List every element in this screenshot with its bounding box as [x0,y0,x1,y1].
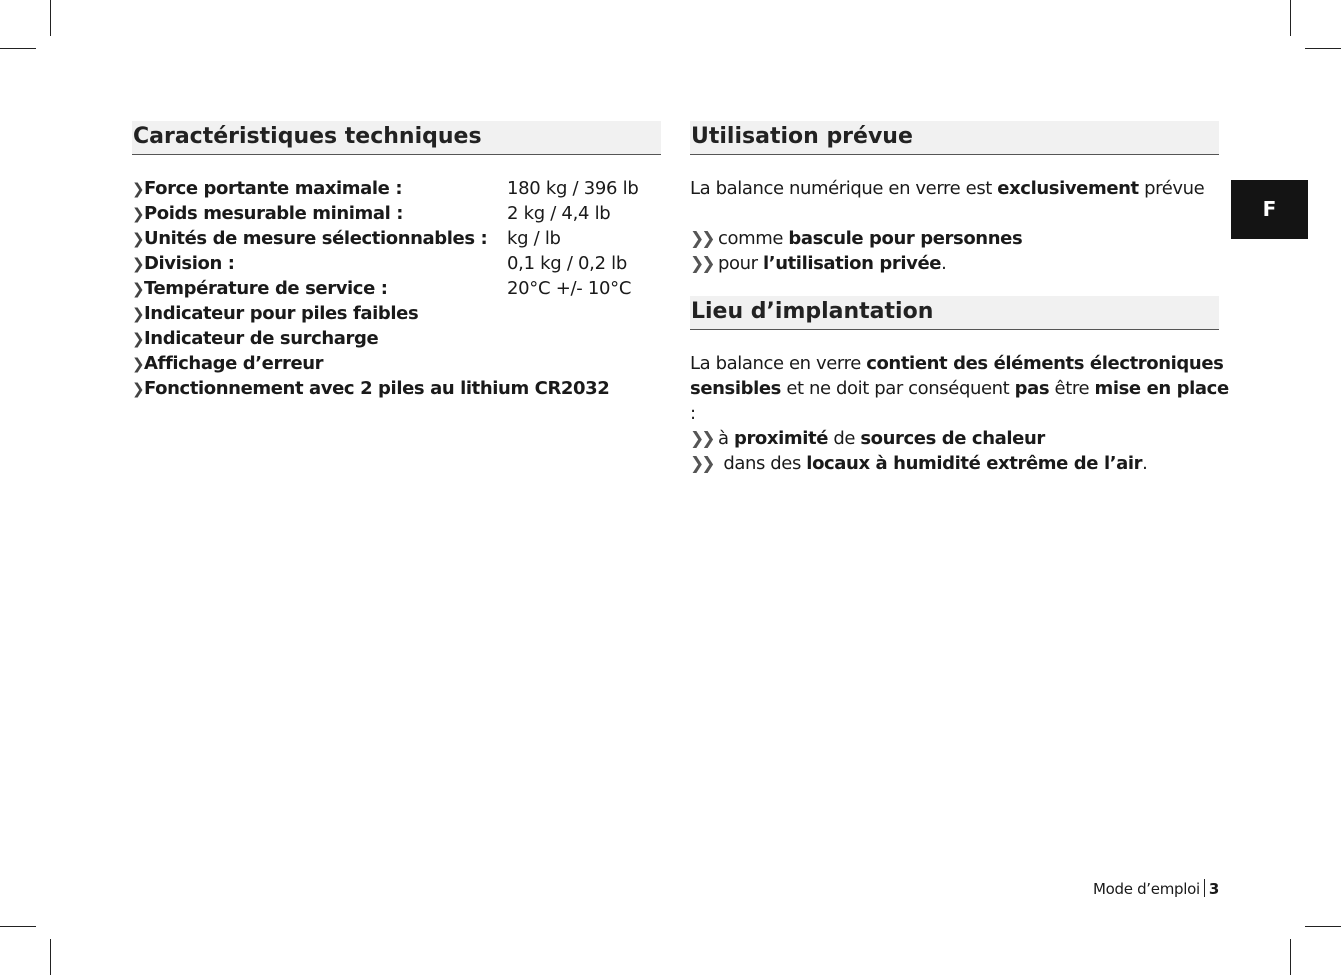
crop-mark-bottom-right-horizontal [1305,926,1341,927]
bullet-text: . [941,253,947,274]
chevron-right-icon: ❯ [132,280,145,298]
specs-list [132,176,662,401]
location-text: être [1049,378,1095,399]
spec-value: 2 kg / 4,4 lb [507,203,611,224]
spec-label: Température de service : [144,278,388,299]
spec-row [132,276,662,301]
list-item [690,451,1230,476]
crop-mark-bottom-left-vertical [50,939,51,975]
location-text: : [690,403,696,424]
double-chevron-right-icon: ❯❯ [690,429,713,449]
spec-row [132,201,662,226]
list-item [690,226,1230,251]
bullet-text: comme [718,228,789,249]
crop-mark-bottom-right-vertical [1290,939,1291,975]
bullet-bold: locaux à humidité extrême de l’air [806,453,1143,474]
spec-value: 0,1 kg / 0,2 lb [507,253,627,274]
usage-intro-text: prévue [1138,178,1205,199]
footer-text: Mode d’emploi [1092,880,1200,898]
list-item [690,251,1230,276]
spec-row [132,326,662,351]
bullet-text: pour [718,253,763,274]
spec-row [132,301,662,326]
spec-label: Indicateur pour piles faibles [144,303,419,324]
spec-label: Force portante maximale : [144,178,403,199]
specs-header: Caractéristiques techniques [132,121,661,155]
usage-intro-bold: exclusivement [997,178,1139,199]
bullet-text: dans des [718,453,807,474]
spec-value: 20°C +/- 10°C [507,278,632,299]
page-number: 3 [1208,880,1219,898]
chevron-right-icon: ❯ [132,355,145,373]
bullet-text: de [828,428,861,449]
spec-row [132,251,662,276]
location-text: La balance en verre [690,353,867,374]
crop-mark-top-left-horizontal [0,48,36,49]
page-footer [1093,879,1219,899]
spec-label: Unités de mesure sélectionnables : [144,228,488,249]
crop-mark-top-right-vertical [1290,0,1291,36]
spec-row [132,351,662,376]
location-header: Lieu d’implantation [690,296,1219,330]
location-paragraph [690,351,1230,426]
location-text: et ne doit par conséquent [781,378,1015,399]
spec-row [132,376,662,401]
bullet-bold: proximité [733,428,828,449]
chevron-right-icon: ❯ [132,205,145,223]
chevron-right-icon: ❯ [132,380,145,398]
spec-value: kg / lb [507,228,561,249]
chevron-right-icon: ❯ [132,305,145,323]
usage-bullets [690,226,1230,276]
spec-label: Indicateur de surcharge [144,328,379,349]
spec-label: Affichage d’erreur [144,353,324,374]
location-bold: pas [1014,378,1050,399]
location-bold: mise en place [1094,378,1229,399]
bullet-text: . [1142,453,1148,474]
footer-divider [1204,879,1205,897]
location-bold: contient des éléments électroniques sensibles [690,353,1224,399]
chevron-right-icon: ❯ [132,330,145,348]
crop-mark-bottom-left-horizontal [0,926,36,927]
spec-label: Fonctionnement avec 2 piles au lithium CR2032 [144,378,610,399]
usage-header: Utilisation prévue [690,121,1219,155]
crop-mark-top-right-horizontal [1305,48,1341,49]
spec-row [132,226,662,251]
bullet-text: à [718,428,734,449]
chevron-right-icon: ❯ [132,255,145,273]
chevron-right-icon: ❯ [132,180,145,198]
usage-intro [690,176,1230,201]
usage-intro-text: La balance numérique en verre est [690,178,998,199]
spec-value: 180 kg / 396 lb [507,178,639,199]
list-item [690,426,1230,451]
crop-mark-top-left-vertical [50,0,51,36]
location-bullets [690,426,1230,476]
spec-label: Division : [144,253,235,274]
double-chevron-right-icon: ❯❯ [690,254,713,274]
bullet-bold: sources de chaleur [860,428,1045,449]
chevron-right-icon: ❯ [132,230,145,248]
spec-label: Poids mesurable minimal : [144,203,404,224]
bullet-bold: bascule pour personnes [788,228,1023,249]
double-chevron-right-icon: ❯❯ [690,454,713,474]
bullet-bold: l’utilisation privée [762,253,942,274]
language-tab: F [1231,180,1308,239]
spec-row [132,176,662,201]
double-chevron-right-icon: ❯❯ [690,229,713,249]
